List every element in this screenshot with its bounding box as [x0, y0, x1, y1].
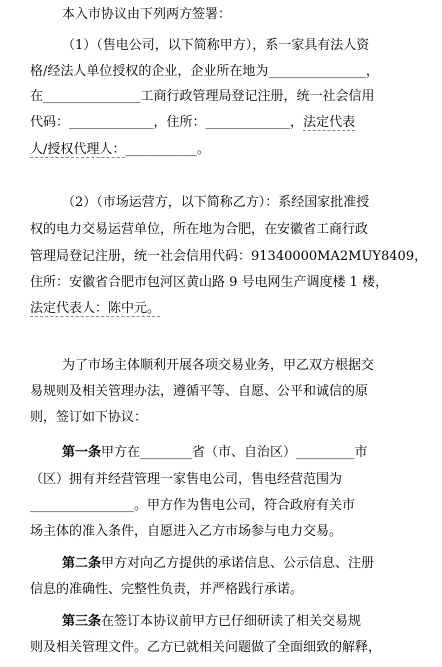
- party-a-line-1: （1）（售电公司，以下简称甲方），系一家具有法人资: [62, 38, 370, 53]
- article-1-line-1: 第一条甲方在________省（市、自治区）_________市: [62, 445, 368, 460]
- article-3-line-1: 第三条在签订本协议前甲方已仔细研读了相关交易规: [62, 614, 362, 629]
- party-a-line-3: 在_______________工商行政管理局登记注册，统一社会信用: [30, 89, 375, 104]
- party-b-line-4: 住所：安徽省合肥市包河区黄山路 9 号电网生产调度楼 1 楼，: [30, 275, 389, 290]
- article-3-line-2: 则及相关管理文件。乙方已就相关问题做了全面细致的解释，: [30, 640, 382, 655]
- preamble-line-3: 则，签订如下协议：: [30, 410, 148, 425]
- party-b-line-5: 法定代表人：陈中元。: [30, 301, 161, 316]
- article-1-line-3: ________________。甲方作为售电公司，符合政府有关市: [30, 498, 356, 513]
- article-2-line-1: 第二条甲方对向乙方提供的承诺信息、公示信息、注册: [62, 556, 375, 571]
- article-2-line-2: 信息的准确性、完整性负责，并严格践行承诺。: [30, 582, 304, 597]
- preamble-line-1: 为了市场主体顺利开展各项交易业务，甲乙双方根据交: [62, 358, 375, 373]
- party-b-line-3: 管理局登记注册，统一社会信用代码：91340000MA2MUY8409，: [30, 249, 428, 264]
- article-1-line-4: 场主体的准入条件，自愿进入乙方市场参与电力交易。: [30, 524, 343, 539]
- party-a-line-2: 格/经法人单位授权的企业，企业所在地为_______________，: [30, 64, 379, 79]
- article-3-title: 第三条: [62, 614, 102, 629]
- preamble-line-2: 易规则及相关管理办法，遵循平等、自愿、公平和诚信的原: [30, 384, 369, 399]
- article-2-title: 第二条: [62, 556, 102, 571]
- party-a-line-4: 代码：_____________，住所：_____________，法定代表: [30, 115, 356, 130]
- party-a-line-5: 人/授权代理人：___________。: [30, 142, 210, 157]
- article-1-title: 第一条: [62, 445, 102, 460]
- article-1-line-2: （区）拥有并经营管理一家售电公司，售电经营范围为: [30, 472, 343, 487]
- party-b-line-1: （2）（市场运营方，以下简称乙方）：系经国家批准授: [62, 195, 370, 210]
- party-b-line-2: 权的电力交易运营单位，所在地为合肥，在安徽省工商行政: [30, 222, 369, 237]
- intro-line: 本入市协议由下列两方签署：: [62, 7, 232, 22]
